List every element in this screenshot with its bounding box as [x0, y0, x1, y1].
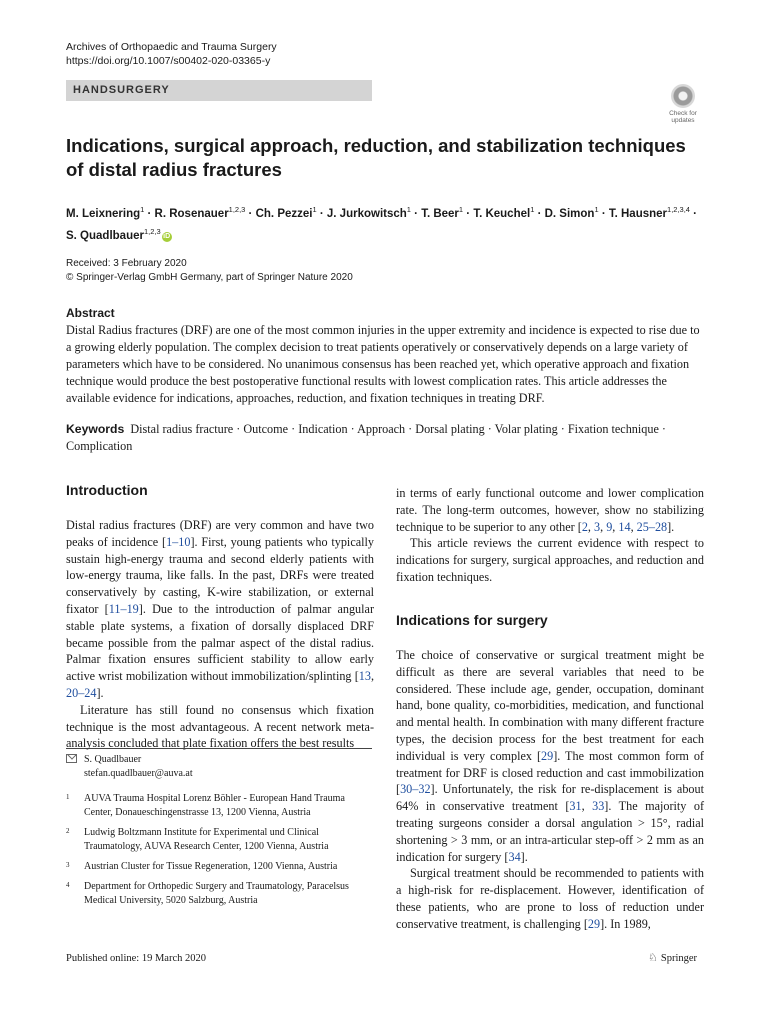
citation-link[interactable]: 13 [358, 669, 371, 684]
publisher-logo [648, 951, 697, 964]
introduction-heading: Introduction [66, 482, 148, 498]
author [326, 205, 411, 220]
affiliation-text: Austrian Cluster for Tissue Regeneration, 1200 Vienna, Austria [84, 861, 338, 872]
author [66, 205, 145, 220]
affiliation-item [66, 826, 376, 854]
journal-name: Archives of Orthopaedic and Trauma Surgery [66, 41, 277, 53]
citation-link[interactable]: 14 [618, 519, 631, 534]
footnote-divider [66, 748, 372, 749]
affiliation-item [66, 792, 376, 820]
indications-paragraph-2: Surgical treatment should be recommended to patients with a high-risk for re-displacement. However, identification of these patients, who are prone to loss of reduction under conservative treatment, is challenging [29]. In 1989, [396, 866, 704, 931]
doi-link[interactable]: https://doi.org/10.1007/s00402-020-03365-y [66, 55, 271, 67]
citation-link[interactable]: 34 [508, 849, 521, 864]
author [473, 205, 535, 220]
introduction-body [66, 517, 374, 752]
author [66, 226, 161, 242]
author-affiliation: 1 [312, 205, 317, 214]
correspondence-name: S. Quadlbauer [84, 754, 142, 765]
affiliation-number: 1 [66, 793, 70, 801]
published-date: Published online: 19 March 2020 [66, 953, 206, 964]
abstract-heading: Abstract [66, 306, 115, 320]
author-affiliation: 1,2,3 [143, 226, 161, 236]
author-affiliation: 1,2,3 [228, 205, 246, 214]
intro-paragraph-2: Literature has still found no consensus which fixation technique is the most advantageous. A recent network meta-analysis concluded that plate fixation offers the best results [66, 702, 374, 751]
author-affiliation: 1 [458, 205, 464, 214]
author-name: T. Keuchel [473, 207, 531, 220]
right-paragraph-2: This article reviews the current evidence with respect to indications for surgery, surgical approaches, and reduction and fixation techniques. [396, 536, 704, 584]
title-line-1: Indications, surgical approach, reduction, and stabilization techniques [66, 135, 686, 156]
correspondence-email[interactable]: stefan.quadlbauer@auva.at [84, 768, 193, 779]
received-date: Received: 3 February 2020 [66, 258, 187, 269]
citation-link[interactable]: 33 [592, 799, 605, 814]
publisher-name: Springer [660, 953, 698, 964]
correspondence [66, 753, 193, 781]
author-name: T. Beer [421, 207, 459, 220]
citation-link[interactable]: 11–19 [108, 601, 139, 616]
citation-link[interactable]: 20–24 [66, 685, 97, 700]
crossmark-text-2: updates [671, 117, 695, 124]
author-name: R. Rosenauer [154, 207, 229, 220]
author [255, 205, 317, 220]
crossmark-badge[interactable] [665, 84, 701, 124]
citation-link[interactable]: 3 [594, 519, 601, 534]
affiliation-number: 2 [66, 827, 70, 835]
citation-link[interactable]: 1–10 [166, 534, 191, 549]
right-paragraph-1: in terms of early functional outcome and lower complication rate. The long-term outcomes, however, show no stabilizing technique to be superior to any other [2, 3, 9, 14, 25–28]. [396, 486, 704, 534]
citation-link[interactable]: 31 [569, 799, 582, 814]
affiliations [66, 792, 376, 914]
author [154, 205, 246, 220]
author-name: M. Leixnering [66, 207, 141, 220]
citation-link[interactable]: 2 [581, 519, 588, 534]
article-title [66, 134, 686, 182]
author-name: D. Simon [544, 207, 595, 220]
indications-body [396, 647, 704, 933]
abstract-text: Distal Radius fractures (DRF) are one of the most common injuries in the upper extremity and incidence is expected to rise due to a growing elderly population. The complex decision to treat patients operatively or conservatively depends on a large variety of parameters which have to be considered. No unanimous consensus has been reached yet, which operative approach and fixation technique would produce the best postoperative functional results with lowest complication rates. This article addresses the available evidence for indications, approaches, reduction, and fixation techniques in treating DRF. [66, 323, 700, 405]
affiliation-text: Department for Orthopedic Surgery and Traumatology, Paracelsus Medical University, 5020 Salzburg, Austria [84, 881, 349, 906]
citation-link[interactable]: 25–28 [636, 519, 668, 534]
citation-link[interactable]: 29 [541, 748, 554, 763]
citation-link[interactable]: 29 [587, 916, 601, 931]
keywords [66, 421, 706, 455]
author-affiliation: 1 [594, 205, 599, 214]
author-list: M. Leixnering$^1$ · R. Rosenauer$^{1,2,3}$ · Ch. Pezzei$^1$ · J. Jurkowitsch$^1$ · T. Beer$^1$ · T. Keuchel$^1$ · D. Simon$^1$ · T. Hausner$^{1,2,3,4}$ · S. Quadlbauer$^{1,2,3}$iD [66, 205, 697, 242]
author [421, 205, 464, 220]
author-affiliation: 1,2,3,4 [667, 205, 690, 214]
affiliation-text: Ludwig Boltzmann Institute for Experimental und Clinical Traumatology, AUVA Research Center, 1200 Vienna, Austria [84, 827, 329, 852]
envelope-icon [66, 754, 77, 763]
crossmark-text-1: Check for [669, 110, 697, 117]
indications-paragraph-1: The choice of conservative or surgical treatment might be difficult as there are several variables that need to be considered. These include age, gender, occupation, dominant hand, bone quality, co-morbidities, medication, and functional and mental health. In combination with many different fracture types, the decision process for the best treatment for each individual is very complex [29]. The most common form of treatment for DRF is closed reduction and cast immobilization [30–32]. Unfortunately, the risk for re-displacement is about 64% in conservative treatment [31, 33]. The majority of treating surgeons consider a dorsal angulation > 15°, radial shortening > 3 mm, or an intra-articular step-off > 2 mm as an indication for surgery [34]. [396, 648, 705, 864]
author [608, 205, 690, 220]
author-affiliation: 1 [406, 205, 411, 214]
affiliation-number: 3 [66, 861, 70, 869]
affiliation-item [66, 860, 376, 874]
author-name: J. Jurkowitsch [326, 207, 407, 220]
article-dates [66, 257, 353, 285]
affiliation-item [66, 880, 376, 908]
author-affiliation: 1 [140, 205, 145, 214]
author-affiliation: 1 [530, 205, 535, 214]
author-name: S. Quadlbauer [66, 229, 144, 242]
affiliation-text: AUVA Trauma Hospital Lorenz Böhler - European Hand Trauma Center, Donaueschingenstrasse 13, 1200 Vienna, Austria [84, 793, 345, 818]
crossmark-icon [671, 84, 695, 108]
section-label: HANDSURGERY [66, 80, 372, 101]
journal-header [66, 40, 277, 68]
author [544, 205, 599, 220]
keywords-label: Keywords [66, 422, 125, 436]
citation-link[interactable]: 30–32 [400, 782, 431, 797]
springer-horse-icon: ♘ [648, 952, 658, 964]
keywords-text: Distal radius fracture · Outcome · Indication · Approach · Dorsal plating · Volar plating · Fixation technique · Complication [66, 422, 666, 453]
copyright-line: © Springer-Verlag GmbH Germany, part of Springer Nature 2020 [66, 272, 353, 283]
intro-paragraph-1: Distal radius fractures (DRF) are very common and have two peaks of incidence [1–10]. First, young patients who typically sustain high-energy trauma and second elderly patients with low-energy trauma, like falls. In the past, DRFs were treated conservatively by casting, K-wire stabilization, or external fixator [11–19]. Due to the introduction of palmar angular stable plate systems, a fixation of dorsally displaced DRF became possible from the palmar aspect of the distal radius. Palmar fixation ensures sufficient stability to allow early active wrist mobilization without immobilization/splinting [13, 20–24]. [66, 518, 375, 700]
citation-link[interactable]: 9 [606, 519, 613, 534]
author-name: T. Hausner [608, 207, 668, 220]
title-line-2: of distal radius fractures [66, 159, 282, 180]
indications-heading: Indications for surgery [396, 612, 548, 628]
affiliation-number: 4 [66, 881, 70, 889]
right-column-continuation [396, 485, 704, 586]
author-name: Ch. Pezzei [255, 207, 313, 220]
orcid-icon[interactable]: iD [163, 232, 171, 240]
